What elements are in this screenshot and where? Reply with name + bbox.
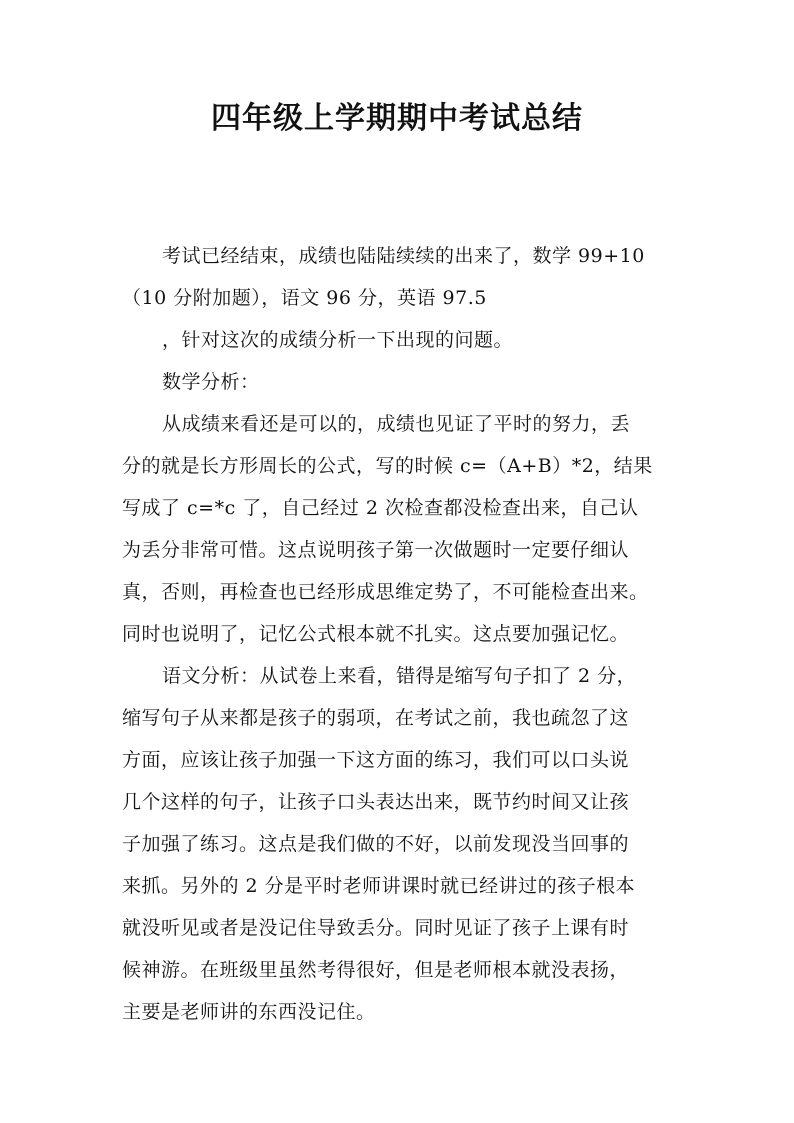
text-line: 为丢分非常可惜。这点说明孩子第一次做题时一定要仔细认 [122, 539, 630, 561]
text-line: 候神游。在班级里虽然考得很好，但是老师根本就没表扬， [122, 959, 630, 981]
text-line: 从成绩来看还是可以的，成绩也见证了平时的努力，丢 [162, 413, 631, 435]
text-line: 方面，应该让孩子加强一下这方面的练习，我们可以口头说 [122, 749, 630, 771]
text-line: 缩写句子从来都是孩子的弱项，在考试之前，我也疏忽了这 [122, 707, 630, 729]
text-line: 写成了 c=*c 了，自己经过 2 次检查都没检查出来，自己认 [122, 497, 639, 519]
text-line: 同时也说明了，记忆公式根本就不扎实。这点要加强记忆。 [122, 623, 630, 645]
text-line: 就没听见或者是没记住导致丢分。同时见证了孩子上课有时 [122, 917, 630, 939]
text-line: （10 分附加题），语文 96 分，英语 97.5 [122, 287, 487, 309]
section-heading-chinese: 语文分析：从试卷上来看，错得是缩写句子扣了 2 分， [162, 665, 637, 687]
text-line: 子加强了练习。这点是我们做的不好，以前发现没当回事的 [122, 833, 630, 855]
text-line: 真，否则，再检查也已经形成思维定势了，不可能检查出来。 [122, 581, 649, 603]
text-line: 几个这样的句子，让孩子口头表达出来，既节约时间又让孩 [122, 791, 630, 813]
text-line: 来抓。另外的 2 分是平时老师讲课时就已经讲过的孩子根本 [122, 875, 636, 897]
document-title: 四年级上学期期中考试总结 [211, 101, 583, 136]
text-line: 分的就是长方形周长的公式，写的时候 c=（A+B）*2，结果 [122, 455, 653, 477]
text-line: 主要是老师讲的东西没记住。 [122, 1001, 376, 1023]
text-line: ，针对这次的成绩分析一下出现的问题。 [162, 329, 514, 351]
text-line: 考试已经结束，成绩也陆陆续续的出来了，数学 99+10 [162, 245, 645, 267]
section-heading-math: 数学分析： [162, 371, 260, 393]
